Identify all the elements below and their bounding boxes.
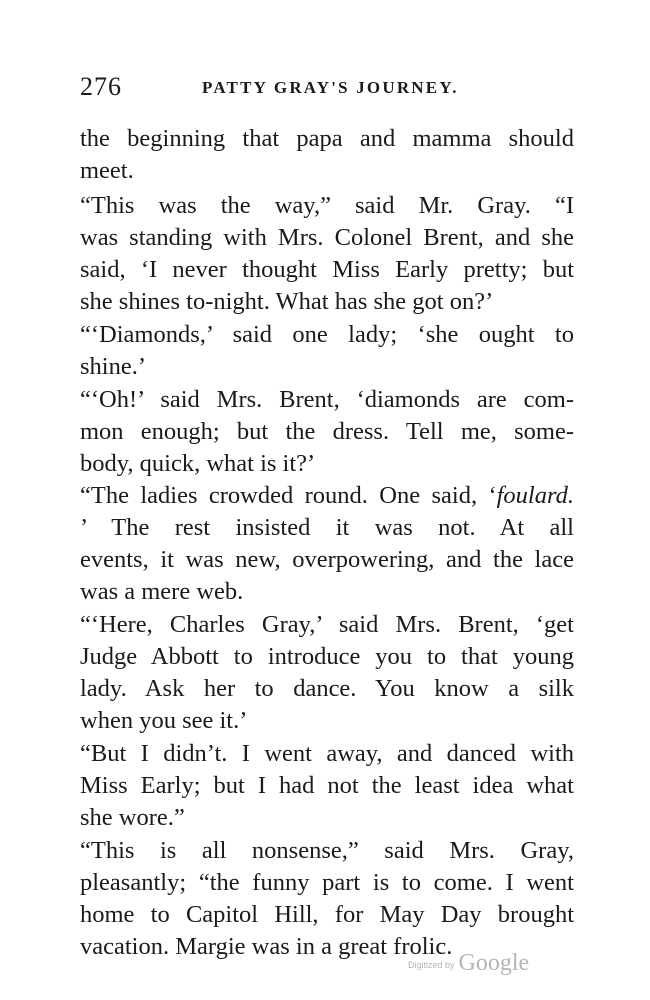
text-segment: “The ladies crowded round. One said, ‘ [80, 482, 497, 509]
text-line: mon enough; but the dress. Tell me, some- [80, 418, 574, 445]
text-line: lady. Ask her to dance. You know a silk [80, 675, 574, 702]
text-line: when you see it.’ [80, 707, 248, 734]
watermark-prefix: Digitized by [408, 960, 455, 970]
text-line: was a mere web. [80, 578, 244, 605]
text-line: meet. [80, 157, 134, 184]
text-line: she wore.” [80, 804, 185, 831]
digitized-watermark [408, 950, 529, 980]
text-line: Judge Abbott to introduce you to that young [80, 643, 574, 670]
text-line: vacation. Margie was in a great frolic. [80, 933, 453, 960]
text-line: “‘Oh!’ said Mrs. Brent, ‘diamonds are com- [80, 386, 574, 413]
text-line: “This was the way,” said Mr. Gray. “I [80, 192, 574, 219]
text-line: body, quick, what is it?’ [80, 450, 316, 477]
text-line [80, 480, 574, 512]
text-line: the beginning that papa and mamma should [80, 125, 574, 152]
text-line: “This is all nonsense,” said Mrs. Gray, [80, 837, 574, 864]
google-logo: Google [458, 950, 530, 976]
text-line: “But I didn’t. I went away, and danced with [80, 740, 574, 767]
text-line: “‘Diamonds,’ said one lady; ‘she ought to [80, 321, 574, 348]
text-line: events, it was new, overpowering, and the lace [80, 546, 574, 573]
running-title: PATTY GRAY'S JOURNEY. [202, 78, 459, 97]
text-line: she shines to-night. What has she got on?’ [80, 288, 494, 315]
page-number: 276 [80, 72, 122, 101]
italic-word: foulard. [496, 482, 574, 509]
text-line: “‘Here, Charles Gray,’ said Mrs. Brent, ‘get [80, 611, 574, 638]
page-header [80, 72, 580, 104]
text-line: pleasantly; “the funny part is to come. I went [80, 869, 574, 896]
text-line: was standing with Mrs. Colonel Brent, and she [80, 224, 574, 251]
text-line: shine.’ [80, 353, 146, 380]
text-line: Miss Early; but I had not the least idea what [80, 772, 574, 799]
text-line: said, ‘I never thought Miss Early pretty; but [80, 256, 574, 283]
text-line: home to Capitol Hill, for May Day brought [80, 901, 574, 928]
text-line: ’ The rest insisted it was not. At all [80, 514, 574, 541]
